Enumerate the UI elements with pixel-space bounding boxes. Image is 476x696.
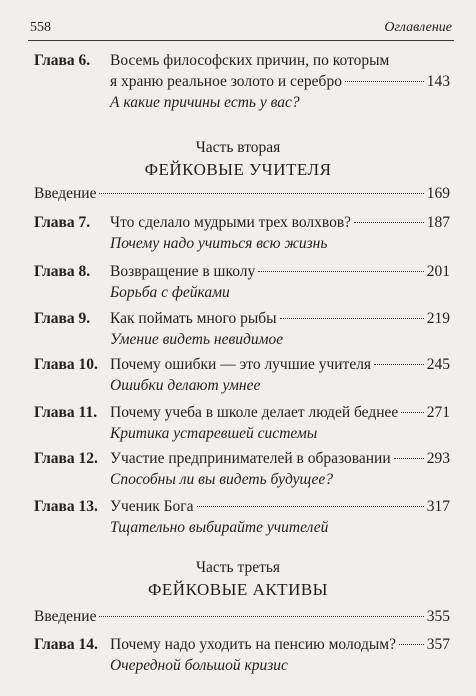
chapter-subtitle: Критика устаревшей системы [110,425,318,442]
chapter-title: Как поймать много рыбы [110,310,277,327]
page-ref: 317 [426,498,450,515]
chapter-label: Глава 8. [34,263,91,280]
dot-leader [99,616,423,617]
page-ref: 357 [426,636,450,653]
dot-leader [258,271,424,272]
chapter-subtitle: Борьба с фейками [110,284,230,301]
chapter-label: Глава 11. [34,404,98,421]
chapter-title: Участие предпринимателей в образовании [110,450,391,467]
chapter-label: Глава 10. [34,356,98,373]
chapter-subtitle: Ошибки делают умнее [110,377,261,394]
page-ref: 169 [426,185,450,202]
dot-leader [99,193,423,194]
toc-entry-introduction[interactable] [34,183,450,204]
chapter-subtitle: Тщательно выбирайте учителей [110,519,329,536]
dot-leader [374,364,424,365]
page-ref: 293 [426,450,450,467]
chapter-title: Почему ошибки — это лучшие учителя [110,356,372,373]
chapter-title: Возвращение в школу [110,263,256,280]
chapter-label: Глава 6. [34,52,91,69]
page-ref: 271 [426,404,450,421]
dot-leader [394,458,424,459]
chapter-subtitle: А какие причины есть у вас? [110,94,300,111]
chapter-subtitle: Очередной большой кризис [110,657,288,674]
intro-label: Введение [34,185,97,202]
intro-label: Введение [34,608,97,625]
chapter-label: Глава 9. [34,310,91,327]
page-header [28,18,454,41]
part-heading: Часть третья [195,559,281,576]
part-heading: Часть вторая [195,139,281,156]
chapter-label: Глава 7. [34,214,91,231]
page-ref: 187 [426,214,450,231]
page-ref: 201 [426,263,450,280]
dot-leader [399,644,424,645]
page-ref: 143 [426,73,450,90]
chapter-label: Глава 14. [34,636,98,653]
chapter-title-line-2: я храню реальное золото и серебро [110,73,342,90]
chapter-title: Почему надо уходить на пенсию молодым? [110,636,396,653]
dot-leader [280,318,424,319]
chapter-label: Глава 13. [34,498,98,515]
dot-leader [401,412,423,413]
dot-leader [197,506,424,507]
page-ref: 219 [426,310,450,327]
dot-leader [354,222,424,223]
page-ref: 355 [426,608,450,625]
chapter-subtitle: Почему надо учиться всю жизнь [110,235,328,252]
running-title: Оглавление [384,20,452,35]
chapter-title: Что сделало мудрыми трех волхвов? [110,214,352,231]
chapter-label: Глава 12. [34,450,98,467]
chapter-title: Ученик Бога [110,498,194,515]
dot-leader [345,81,424,82]
page-ref: 245 [426,356,450,373]
chapter-title: Почему учеба в школе делает людей беднее [110,404,399,421]
part-title: ФЕЙКОВЫЕ АКТИВЫ [147,580,329,599]
chapter-subtitle: Способны ли вы видеть будущее? [110,471,334,488]
chapter-subtitle: Умение видеть невидимое [110,331,284,348]
toc-entry-introduction[interactable] [34,606,450,627]
page-number: 558 [30,20,51,35]
chapter-title-line-1: Восемь философских причин, по которым [110,52,390,69]
part-title: ФЕЙКОВЫЕ УЧИТЕЛЯ [144,160,332,179]
